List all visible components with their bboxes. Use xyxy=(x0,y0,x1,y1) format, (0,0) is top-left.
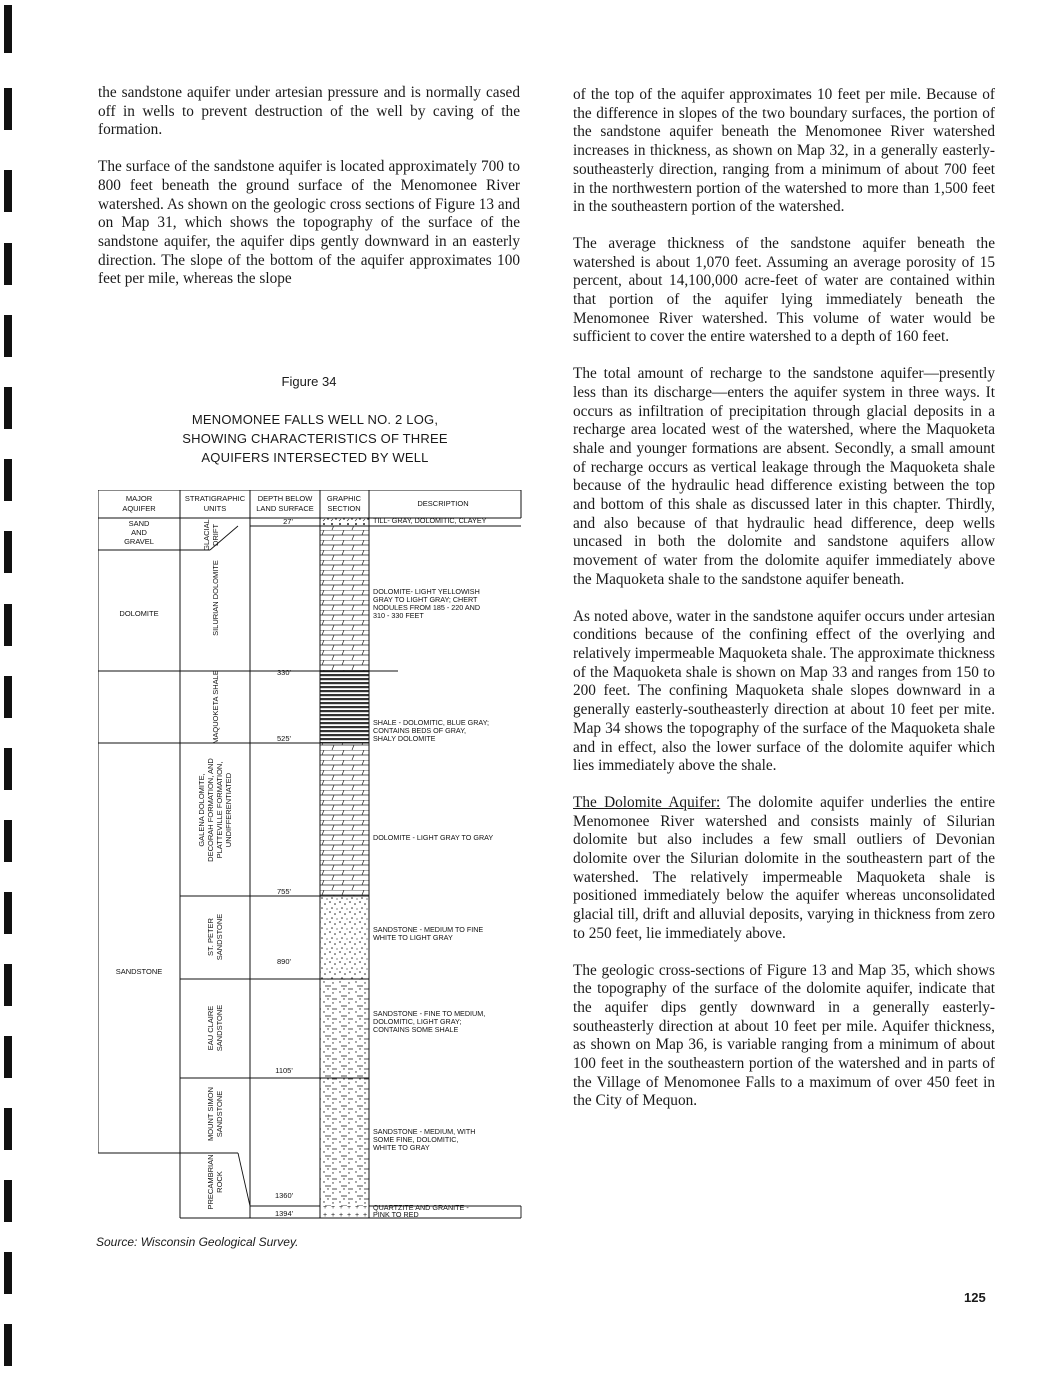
unit-glacial-drift: GLACIAL xyxy=(202,519,211,551)
binding-mark xyxy=(4,531,12,573)
unit-galena: DECORAH FORMATION, AND xyxy=(206,758,215,862)
unit-precambrian-rock: PRECAMBRIAN xyxy=(206,1154,215,1210)
description-sandstone: WHITE TO LIGHT GRAY xyxy=(373,933,453,942)
paragraph xyxy=(573,794,995,944)
header-graphic-section: SECTION xyxy=(327,504,361,513)
figure-source: Source: Wisconsin Geological Survey. xyxy=(96,1235,299,1249)
unit-maquoketa-shale: MAQUOKETA SHALE xyxy=(211,670,220,744)
figure-title-line: SHOWING CHARACTERISTICS OF THREE xyxy=(182,431,448,446)
unit-st-peter-sandstone: SANDSTONE xyxy=(215,913,224,961)
layer-galena-dolomite xyxy=(320,743,369,896)
well-log-diagram xyxy=(98,490,523,1222)
depth-label: 27' xyxy=(283,517,293,526)
unit-galena: PLATTEVILLE FORMATION, xyxy=(215,761,224,859)
binding-mark xyxy=(4,243,12,285)
layer-eau-claire-sandstone xyxy=(320,979,369,1078)
figure-title xyxy=(140,410,490,467)
unit-mount-simon-sandstone: SANDSTONE xyxy=(215,1090,224,1138)
description-sandstone: SANDSTONE - MEDIUM TO FINE xyxy=(373,925,484,934)
depth-label: 1360' xyxy=(274,1191,294,1200)
paragraph: The surface of the sandstone aquifer is located approximately 700 to 800 feet beneath the ground surface of the Menomonee River watershed. As shown on the geologic cross sections of Figure 13 and on Map 31, which shows the topography of the surface of the sandstone aquifer, the aquifer dips gently downward in an easterly direction. The slope of the bottom of the aquifer approximates 100 feet per mile, whereas the slope xyxy=(98,158,520,288)
description-sandstone-3: SANDSTONE - MEDIUM, WITH xyxy=(373,1127,476,1136)
description-sandstone-3: SOME FINE, DOLOMITIC, xyxy=(373,1135,459,1144)
layer-silurian-dolomite xyxy=(320,526,369,671)
description-shale: SHALY DOLOMITE xyxy=(373,734,436,743)
header-stratigraphic-units: STRATIGRAPHIC xyxy=(184,494,246,503)
description-dolomite: NODULES FROM 185 - 220 AND xyxy=(373,603,481,612)
figure-label: Figure 34 xyxy=(281,374,337,389)
layer-till xyxy=(320,518,369,526)
depth-label: 525' xyxy=(277,734,291,743)
description-sandstone-2: DOLOMITIC, LIGHT GRAY; xyxy=(373,1017,462,1026)
description-sandstone-3: WHITE TO GRAY xyxy=(373,1143,430,1152)
unit-galena: GALENA DOLOMITE, xyxy=(197,773,206,847)
depth-label: 1394' xyxy=(274,1209,294,1218)
binding-mark xyxy=(4,892,12,934)
paragraph: As noted above, water in the sandstone aquifer occurs under artesian conditions because of the confining effect of the overlying and relatively impermeable Maquoketa shale. The approximate thickness of the Maquoketa shale is shown on Map 33 and ranges from 150 to 200 feet. The confining Maquoketa shale slopes downward in a generally easterly-southeasterly direction at about 10 feet per mite. Map 34 shows the topography of the surface of the Maquoketa shale and in effect, also the lower surface of the dolomite aquifer which lies immediately above the shale. xyxy=(573,607,995,775)
description-dolomite: GRAY TO LIGHT GRAY; CHERT xyxy=(373,595,478,604)
figure-title-line: MENOMONEE FALLS WELL NO. 2 LOG, xyxy=(191,412,439,427)
binding-mark xyxy=(4,604,12,646)
header-major-aquifer: MAJOR xyxy=(125,494,153,503)
binding-mark xyxy=(4,820,12,862)
aquifer-sandstone: SANDSTONE xyxy=(115,967,163,976)
binding-mark xyxy=(4,88,12,130)
layer-st-peter-sandstone xyxy=(320,896,369,979)
binding-mark xyxy=(4,170,12,212)
description-till: TILL- GRAY, DOLOMITIC, CLAYEY xyxy=(373,516,487,525)
header-description: DESCRIPTION xyxy=(417,499,469,508)
binding-mark xyxy=(4,1108,12,1150)
aquifer-dolomite: DOLOMITE xyxy=(119,609,159,618)
binding-mark xyxy=(4,748,12,790)
binding-mark xyxy=(4,5,12,53)
description-sandstone-2: SANDSTONE - FINE TO MEDIUM, xyxy=(373,1009,486,1018)
binding-mark xyxy=(4,964,12,1006)
unit-precambrian-rock: ROCK xyxy=(215,1171,224,1193)
layer-mount-simon-sandstone xyxy=(320,1078,369,1206)
depth-label: 890' xyxy=(277,957,291,966)
paragraph: The average thickness of the sandstone aquifer beneath the watershed is about 1,070 feet. Assuming an average porosity of 15 percent, about 14,100,000 acre-feet of water are contained within that portion of the aquifer lying immediately beneath the Menomonee River watershed. This volume of water would be sufficient to cover the entire watershed to a depth of 160 feet. xyxy=(573,234,995,346)
binding-mark xyxy=(4,676,12,718)
description-dolomite-2: DOLOMITE - LIGHT GRAY TO GRAY xyxy=(373,833,494,842)
depth-label: 755' xyxy=(277,887,291,896)
paragraph: The total amount of recharge to the sandstone aquifer—presently less than its discharge—enters the aquifer system in three ways. It occurs as infiltration of precipitation through glacial deposits in a recharge area located west of the watershed, where the Maquoketa shale and younger formations are absent. Secondly, a small amount of recharge occurs as vertical leakage through the Maquoketa shale because of the hydraulic head difference existing between the top and bottom of this shale as discussed later in this chapter. Thirdly, and also because of that hydraulic head difference, deep wells uncased in both the dolomite and sandstone aquifers allow movement of water from the dolomite aquifer immediately above the Maquoketa shale to the sandstone aquifer beneath. xyxy=(573,365,995,588)
aquifer-sand-gravel: AND xyxy=(131,528,147,537)
header-stratigraphic-units: UNITS xyxy=(203,504,227,513)
description-sandstone-2: CONTAINS SOME SHALE xyxy=(373,1025,459,1034)
right-column xyxy=(573,86,995,1129)
description-shale: SHALE - DOLOMITIC, BLUE GRAY; xyxy=(373,718,490,727)
unit-eau-claire-sandstone: EAU CLAIRE xyxy=(206,1005,215,1051)
binding-mark xyxy=(4,1324,12,1366)
depth-label: 330' xyxy=(277,668,291,677)
unit-st-peter-sandstone: ST. PETER xyxy=(206,918,215,956)
paragraph: the sandstone aquifer under artesian pressure and is normally cased off in wells to prevent destruction of the well by caving of the formation. xyxy=(98,84,520,139)
binding-mark xyxy=(4,459,12,501)
header-depth: LAND SURFACE xyxy=(256,504,314,513)
paragraph-body: The dolomite aquifer underlies the entire Menomonee River watershed and consists mainly of Silurian dolomite but also includes a few small outliers of Devonian dolomite over the Silurian dolomite in the southeastern part of the watershed. The relatively impermeable Maquoketa shale is positioned immediately below the aquifer whereas unconsolidated glacial till, drift and alluvial deposits, varying in thickness from zero to 250 feet, lie immediately above. xyxy=(573,793,995,942)
header-graphic-section: GRAPHIC xyxy=(326,494,362,503)
description-dolomite: 310 - 330 FEET xyxy=(373,611,424,620)
description-quartzite: PINK TO RED xyxy=(373,1210,419,1219)
paragraph: The geologic cross-sections of Figure 13 and Map 35, which shows the topography of the surface of the dolomite aquifer, indicate that the aquifer dips gently downward in a generally easterly-southeasterly direction at about 10 feet per mile. Aquifer thickness, as shown on Map 36, is variable ranging from a minimum of about 100 feet in the southeastern portion of the watershed and in parts of the Village of Menomonee Falls to a maximum of over 450 feet in the City of Mequon. xyxy=(573,961,995,1110)
binding-mark xyxy=(4,387,12,429)
unit-glacial-drift: DRIFT xyxy=(211,523,220,547)
aquifer-sand-gravel: SAND xyxy=(128,519,150,528)
unit-eau-claire-sandstone: SANDSTONE xyxy=(215,1004,224,1052)
layer-precambrian-rock xyxy=(320,1206,369,1218)
description-dolomite: DOLOMITE- LIGHT YELLOWISH xyxy=(373,587,480,596)
figure-title-line: AQUIFERS INTERSECTED BY WELL xyxy=(201,450,429,465)
depth-label: 1105' xyxy=(275,1066,293,1075)
unit-mount-simon-sandstone: MOUNT SIMON xyxy=(206,1086,215,1142)
binding-mark xyxy=(4,1180,12,1222)
header-major-aquifer: AQUIFER xyxy=(122,504,156,513)
binding-mark xyxy=(4,315,12,357)
header-depth: DEPTH BELOW xyxy=(257,494,313,503)
unit-galena: UNDIFFERENTIATED xyxy=(224,772,233,848)
unit-silurian-dolomite: SILURIAN DOLOMITE xyxy=(211,560,220,636)
binding-mark xyxy=(4,1036,12,1078)
layer-maquoketa-shale xyxy=(320,671,369,743)
left-column xyxy=(98,84,520,307)
description-shale: CONTAINS BEDS OF GRAY, xyxy=(373,726,467,735)
binding-mark xyxy=(4,1252,12,1294)
paragraph: of the top of the aquifer approximates 10 feet per mile. Because of the difference in slopes of the two boundary surfaces, the portion of the sandstone aquifer beneath the Menomonee River watershed increases in thickness, as shown on Map 32, in a generally easterly-southeasterly direction, ranging from a minimum of about 700 feet in the northwestern portion of the watershed to more than 1,500 feet in the southeastern portion of the watershed. xyxy=(573,86,995,216)
section-heading: The Dolomite Aquifer: xyxy=(573,793,721,811)
aquifer-sand-gravel: GRAVEL xyxy=(124,537,154,546)
description-quartzite: QUARTZITE AND GRANITE - xyxy=(373,1203,469,1212)
page-number: 125 xyxy=(964,1290,986,1305)
